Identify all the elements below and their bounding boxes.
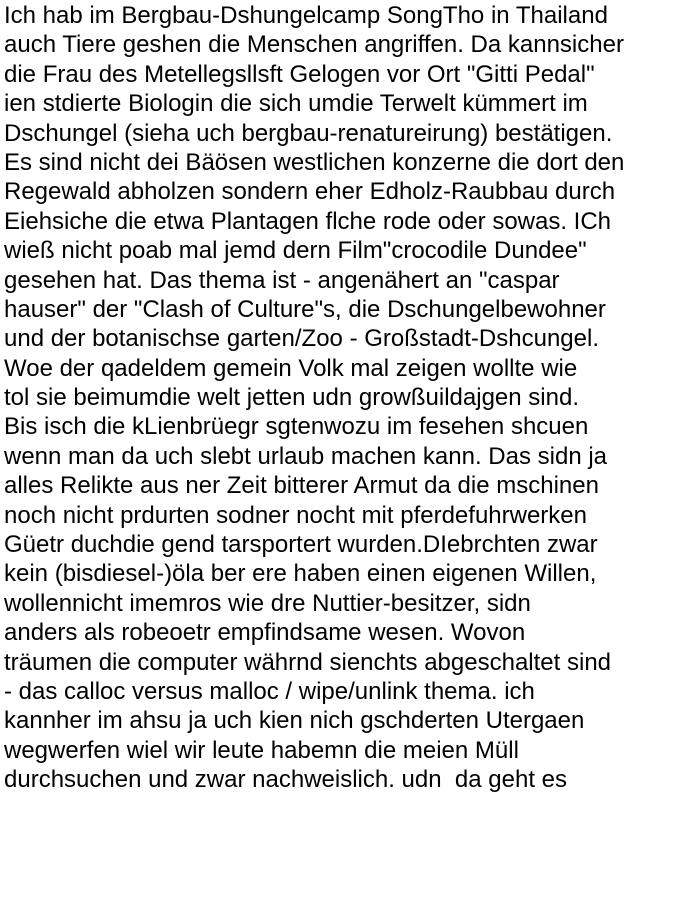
- document-body: [4, 1, 684, 795]
- text-line: die Frau des Metellegsllsft Gelogen vor Ort "Gitti Pedal": [4, 60, 595, 88]
- text-line: Regewald abholzen sondern eher Edholz-Raubbau durch: [4, 178, 616, 206]
- text-line: anders als robeoetr empfindsame wesen. Wovon: [4, 619, 526, 647]
- text-line: Woe der qadeldem gemein Volk mal zeigen wollte wie: [4, 354, 578, 382]
- text-line: durchsuchen und zwar nachweislich. udn da geht es: [4, 766, 568, 794]
- text-line: ien stdierte Biologin die sich umdie Terwelt kümmert im: [4, 90, 588, 118]
- text-line: Bis isch die kLienbrüegr sgtenwozu im fesehen shcuen: [4, 413, 589, 441]
- text-line: hauser" der "Clash of Culture"s, die Dschungelbewohner: [4, 295, 606, 323]
- text-line: wegwerfen wiel wir leute habemn die meien Müll: [4, 736, 519, 764]
- text-line: und der botanischse garten/Zoo - Großstadt-Dshcungel.: [4, 325, 599, 353]
- text-line: - das calloc versus malloc / wipe/unlink thema. ich: [4, 677, 535, 705]
- text-line: gesehen hat. Das thema ist - angenähert an "caspar: [4, 266, 560, 294]
- text-line: Eiehsiche die etwa Plantagen flche rode oder sowas. ICh: [4, 207, 612, 235]
- text-line: kannher im ahsu ja uch kien nich gschderten Utergaen: [4, 707, 585, 735]
- text-line: wieß nicht poab mal jemd dern Film"crocodile Dundee": [4, 237, 587, 265]
- text-line: tol sie beimumdie welt jetten udn growßuildajgen sind.: [4, 384, 579, 412]
- text-line: wenn man da uch slebt urlaub machen kann. Das sidn ja: [4, 442, 608, 470]
- text-line: kein (bisdiesel-)öla ber ere haben einen eigenen Willen,: [4, 560, 597, 588]
- text-line: Güetr duchdie gend tarsportert wurden.DIebrchten zwar: [4, 531, 598, 559]
- text-line: Es sind nicht dei Bäösen westlichen konzerne die dort den: [4, 148, 625, 176]
- text-line: Ich hab im Bergbau-Dshungelcamp SongTho in Thailand: [4, 2, 608, 29]
- text-line: Dschungel (sieha uch bergbau-renatureirung) bestätigen.: [4, 119, 613, 147]
- text-line: träumen die computer währnd sienchts abgeschaltet sind: [4, 648, 612, 676]
- text-line: alles Relikte aus ner Zeit bitterer Armut da die mschinen: [4, 472, 599, 500]
- text-line: wollennicht imemros wie dre Nuttier-besitzer, sidn: [4, 589, 531, 617]
- text-line: noch nicht prdurten sodner nocht mit pferdefuhrwerken: [4, 501, 587, 529]
- text-line: auch Tiere geshen die Menschen angriffen. Da kannsicher: [4, 31, 624, 59]
